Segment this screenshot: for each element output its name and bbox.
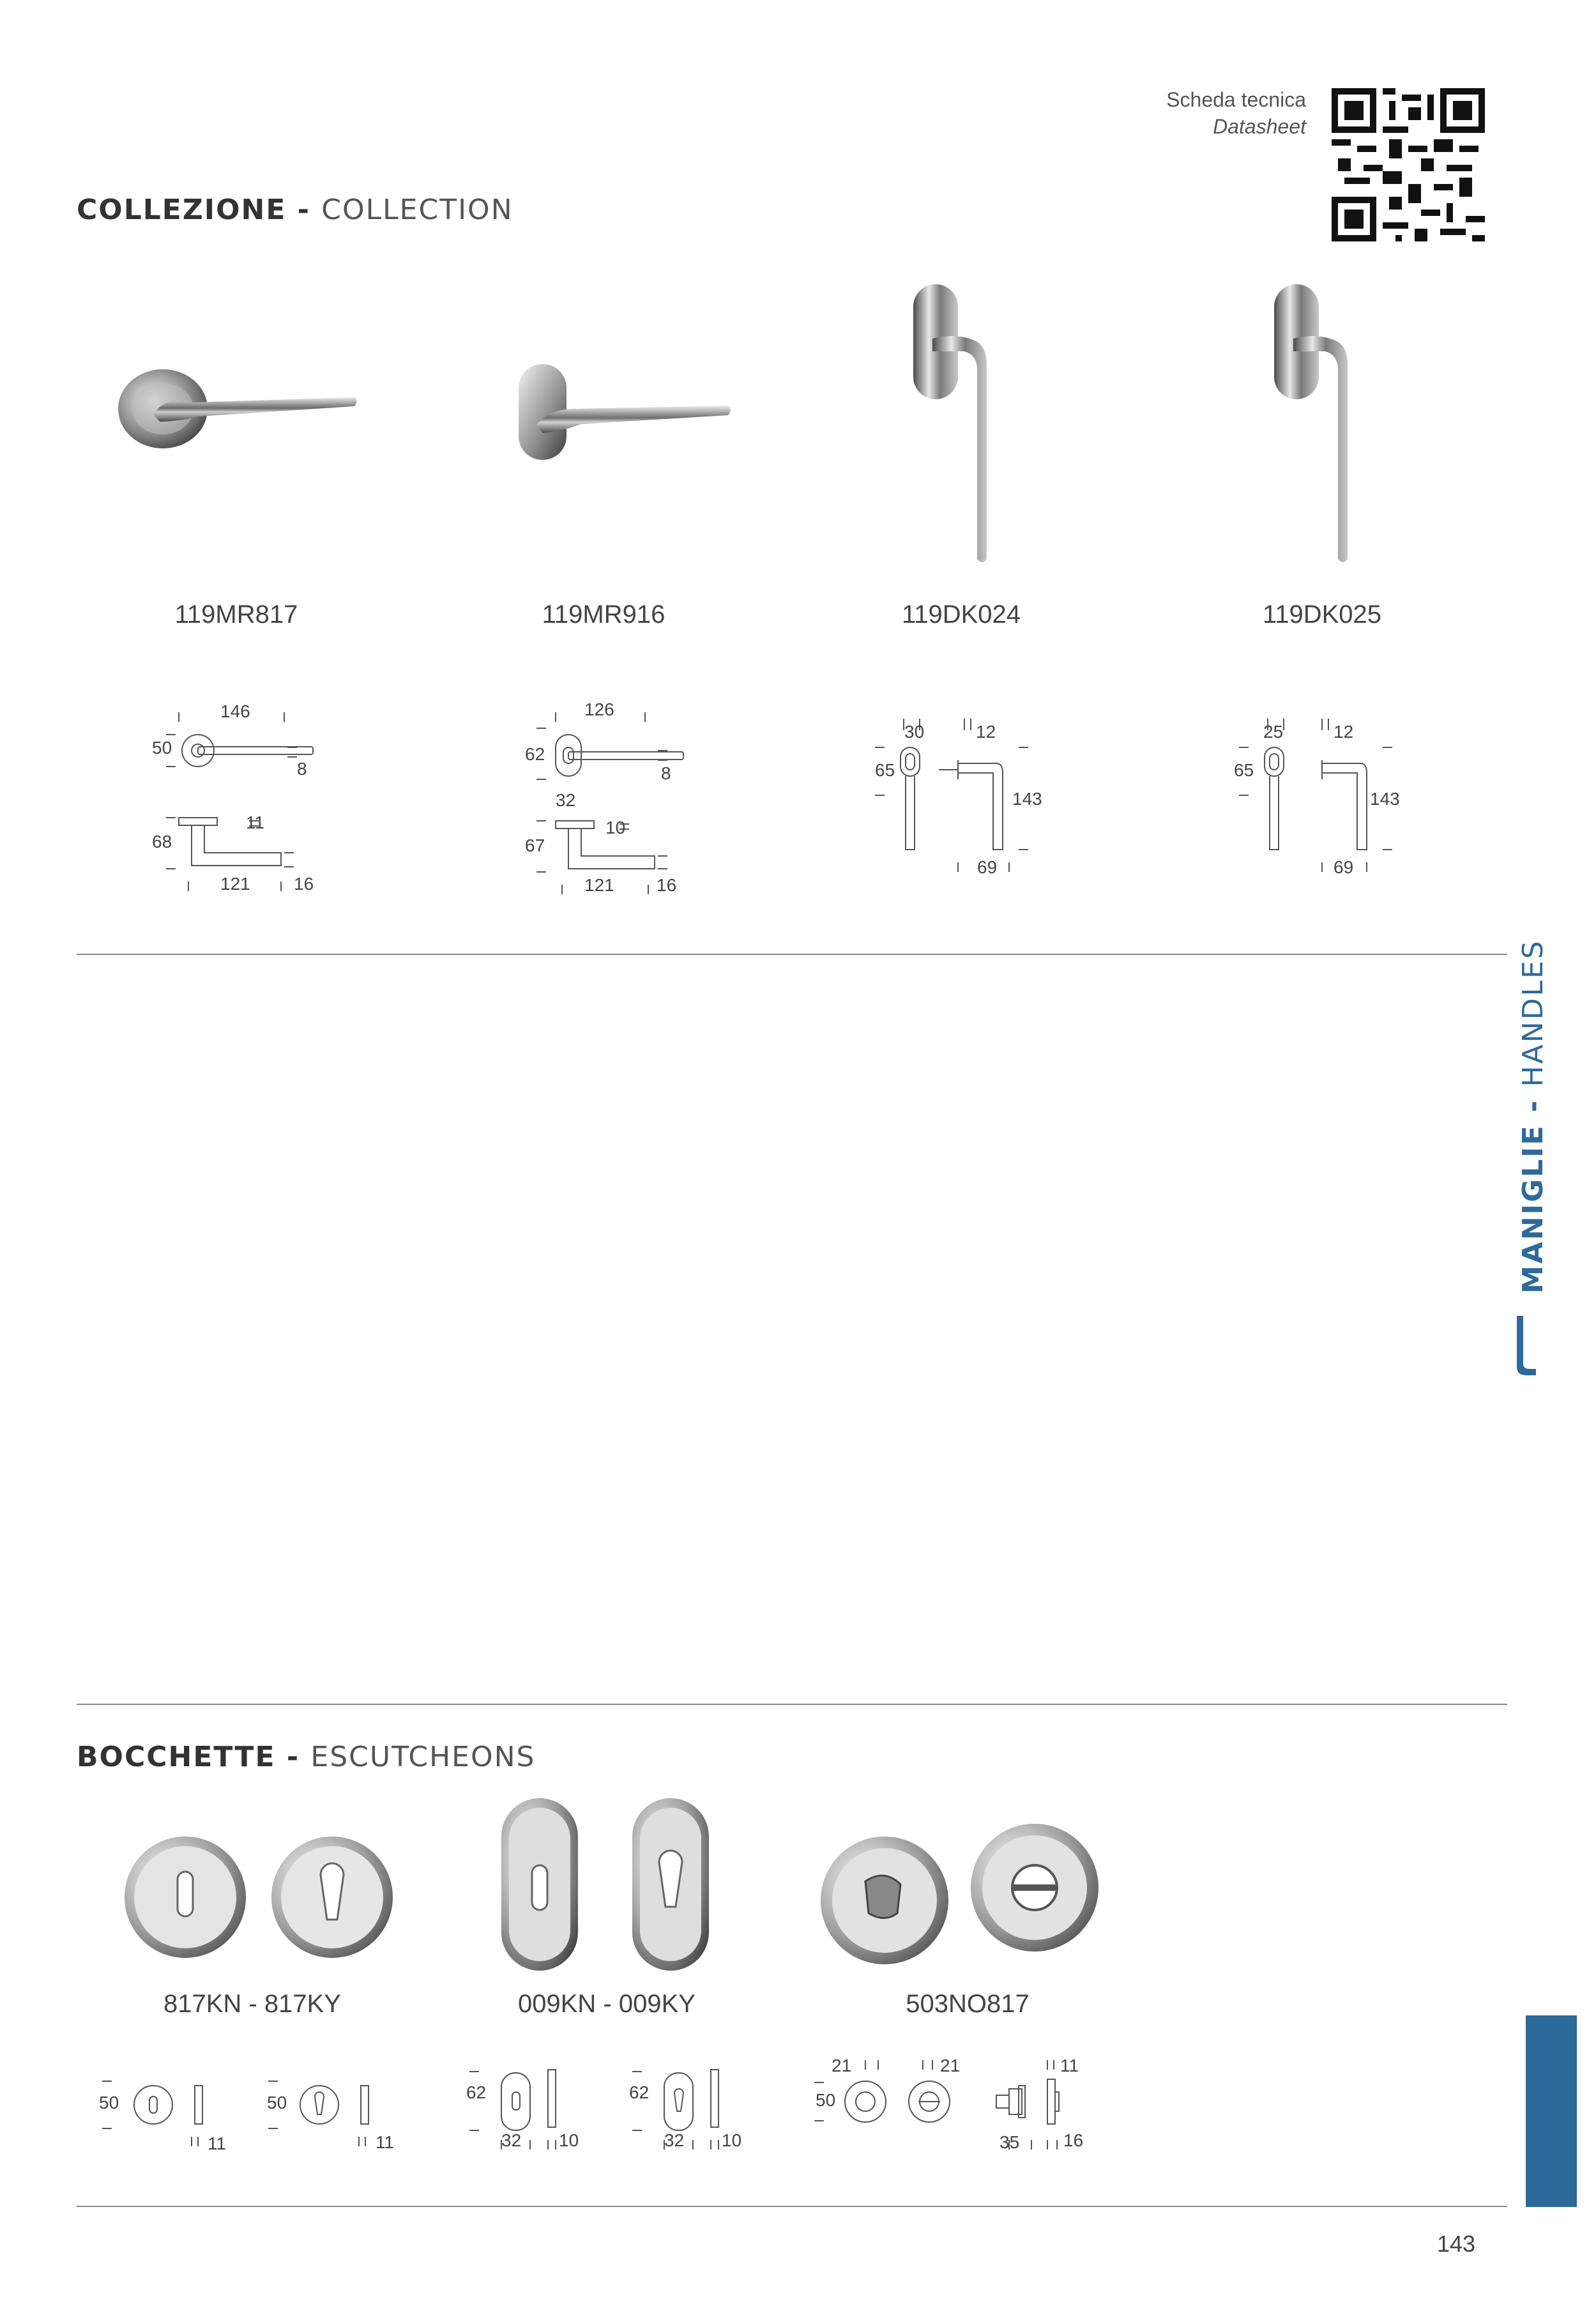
escutcheon-code-817kn-817ky: 817KN - 817KY	[163, 1990, 341, 2018]
datasheet-line-1: Scheda tecnica	[1166, 88, 1306, 111]
section-escutcheons-bold: BOCCHETTE -	[77, 1741, 311, 1773]
dim-503no817-e: 35	[999, 2132, 1020, 2152]
dim-503no817-b: 21	[940, 2056, 961, 2075]
handle-code-119dk024: 119DK024	[901, 600, 1021, 629]
dim-119dk024-c: 65	[875, 760, 895, 780]
dim-817kn-b: 11	[208, 2134, 227, 2153]
divider-bottom	[77, 2206, 1507, 2207]
dim-119dk024-b: 12	[976, 722, 996, 742]
sidebar-label-thin: HANDLES	[1517, 939, 1549, 1087]
dim-009kn-b: 32	[501, 2130, 522, 2150]
dim-119mr817-f: 121	[220, 874, 250, 894]
handle-image-119mr817	[109, 358, 364, 460]
dim-009kn-c: 10	[559, 2130, 579, 2150]
sidebar-label-bold: MANIGLIE -	[1517, 1087, 1549, 1294]
qr-code-icon[interactable]	[1332, 88, 1485, 241]
section-collection-title	[77, 194, 513, 226]
dim-119mr916-a: 126	[584, 699, 614, 719]
dim-119dk024-a: 30	[904, 722, 925, 742]
section-escutcheons-thin: ESCUTCHEONS	[310, 1741, 536, 1773]
divider-top	[77, 954, 1507, 955]
dim-119dk025-b: 12	[1334, 722, 1354, 742]
dim-119mr916-d: 32	[556, 790, 576, 810]
datasheet-line-2: Datasheet	[1213, 115, 1306, 138]
divider-middle	[77, 1704, 1507, 1705]
dim-119mr817-a: 146	[220, 701, 250, 721]
dim-119mr916-g: 121	[584, 875, 614, 895]
dim-817ky-b: 11	[376, 2132, 395, 2152]
dim-119dk025-c: 65	[1234, 760, 1254, 780]
dim-009ky-a: 62	[629, 2082, 650, 2102]
dim-009kn-a: 62	[466, 2082, 487, 2102]
page-number: 143	[1437, 2231, 1476, 2257]
escutcheon-image-817kn-817ky	[121, 1827, 402, 1967]
dim-817kn-a: 50	[99, 2093, 119, 2112]
escutcheon-image-503no817	[814, 1821, 1108, 1967]
dim-119mr916-h: 16	[657, 875, 677, 895]
handle-image-119dk024	[907, 281, 1022, 569]
section-escutcheons-title	[77, 1741, 535, 1773]
drawing-119dk024	[869, 719, 1073, 885]
dim-119mr817-d: 11	[246, 813, 265, 832]
dim-119mr817-c: 8	[297, 759, 307, 779]
dim-817ky-a: 50	[267, 2093, 287, 2112]
dim-009ky-b: 32	[664, 2130, 685, 2150]
datasheet-label	[1086, 86, 1306, 140]
handle-code-119mr817: 119MR817	[174, 600, 298, 629]
section-collection-bold: COLLEZIONE -	[77, 194, 322, 226]
dim-119dk024-e: 69	[977, 857, 998, 877]
dim-503no817-c: 11	[1060, 2056, 1079, 2075]
dim-503no817-d: 50	[816, 2090, 836, 2110]
dim-119dk024-d: 143	[1012, 789, 1042, 809]
sidebar-section-label	[1517, 936, 1555, 1294]
handle-code-119mr916: 119MR916	[542, 600, 665, 629]
dim-119mr916-c: 8	[661, 763, 671, 783]
dim-119mr916-e: 10	[605, 818, 626, 837]
dim-009ky-c: 10	[722, 2130, 742, 2150]
drawing-817kn-817ky	[96, 2070, 402, 2165]
escutcheon-image-009kn-009ky	[495, 1795, 718, 1974]
escutcheon-code-009kn-009ky: 009KN - 009KY	[518, 1990, 695, 2018]
drawing-119mr817	[153, 699, 345, 904]
handle-code-119dk025: 119DK025	[1262, 600, 1382, 629]
dim-503no817-f: 16	[1063, 2130, 1084, 2150]
handle-image-119dk025	[1268, 281, 1383, 569]
handle-image-119mr916	[511, 358, 741, 466]
dim-119mr916-f: 67	[525, 836, 545, 855]
section-collection-thin: COLLECTION	[321, 194, 513, 226]
escutcheon-code-503no817: 503NO817	[906, 1990, 1030, 2018]
dim-119mr817-b: 50	[152, 738, 172, 758]
dim-119mr916-b: 62	[525, 744, 545, 764]
dim-503no817-a: 21	[832, 2056, 852, 2075]
dim-119mr817-g: 16	[294, 874, 314, 894]
drawing-119mr916	[524, 699, 715, 904]
dim-119dk025-e: 69	[1334, 857, 1354, 877]
dim-119dk025-d: 143	[1370, 789, 1400, 809]
sidebar-logo-icon	[1514, 1313, 1539, 1377]
dim-119mr817-e: 68	[152, 832, 172, 852]
chapter-tab	[1526, 2015, 1577, 2207]
dim-119dk025-a: 25	[1263, 722, 1284, 742]
